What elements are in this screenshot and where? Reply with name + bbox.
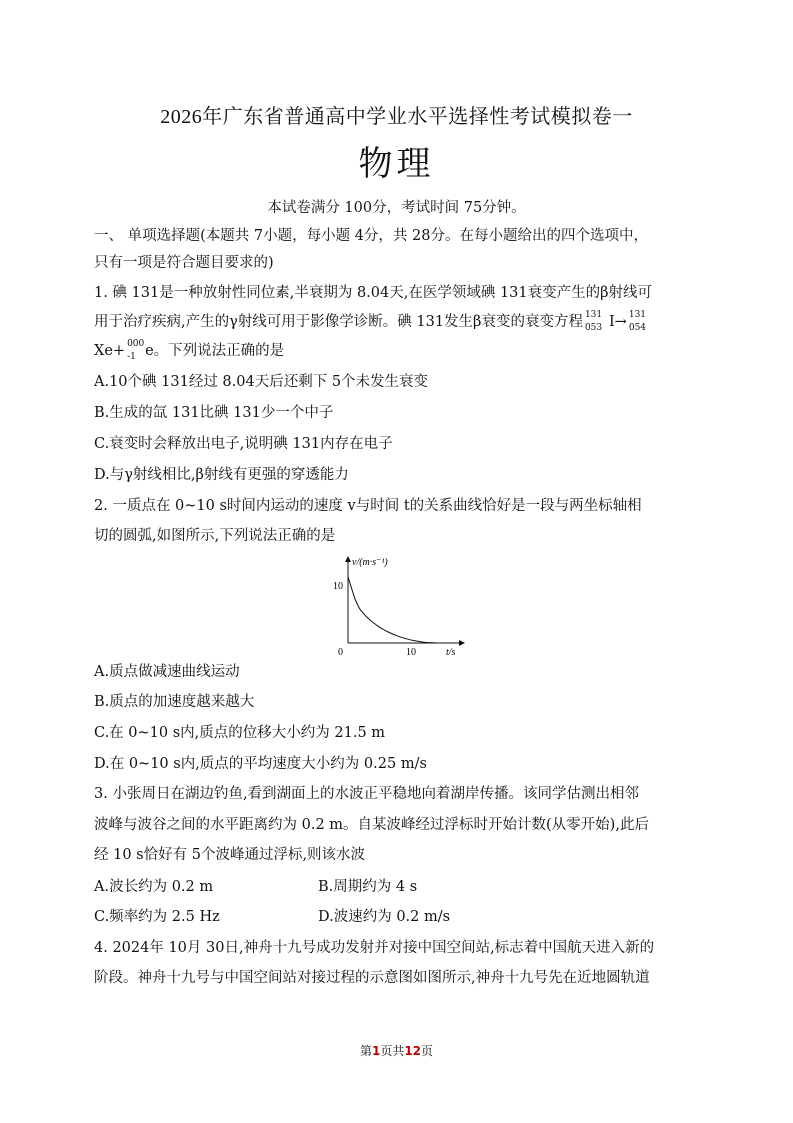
footer-total-pages: 12 bbox=[404, 1044, 422, 1058]
q2-line1: 2. 一质点在 0~10 s时间内运动的速度 v与时间 t的关系曲线恰好是一段与两坐标轴相 bbox=[94, 498, 642, 514]
section-heading-line1: 一、 单项选择题(本题共 7小题，每小题 4分，共 28分。在每小题给出的四个选项中， bbox=[94, 228, 648, 244]
footer-suffix: 页 bbox=[421, 1044, 434, 1058]
subject-title: 物理 bbox=[358, 144, 435, 184]
q1-option-a: A.10个碘 131经过 8.04天后还剩下 5个未发生衰变 bbox=[94, 374, 429, 390]
q1-option-c: C.衰变时会释放出电子,说明碘 131内存在电子 bbox=[94, 436, 393, 452]
section-heading-line2: 只有一项是符合题目要求的) bbox=[94, 255, 274, 271]
q3-option-a: A.波长约为 0.2 m bbox=[94, 879, 214, 895]
q2-option-d: D.在 0~10 s内,质点的平均速度大小约为 0.25 m/s bbox=[94, 756, 427, 772]
velocity-curve bbox=[348, 577, 437, 643]
x-tick-label: 10 bbox=[406, 647, 416, 657]
q1-option-d: D.与γ射线相比,β射线有更强的穿透能力 bbox=[94, 467, 349, 483]
velocity-time-chart bbox=[318, 551, 468, 657]
q4-line2: 阶段。神舟十九号与中国空间站对接过程的示意图如图所示,神舟十九号先在近地圆轨道 bbox=[94, 970, 650, 986]
y-tick-label: 10 bbox=[333, 581, 343, 592]
xenon-isotope: 131 054 bbox=[628, 310, 647, 333]
electron-symbol: 000 -1 bbox=[127, 339, 145, 362]
q1-option-b: B.生成的氙 131比碘 131少一个中子 bbox=[94, 405, 334, 421]
q2-line2: 切的圆弧,如图所示,下列说法正确的是 bbox=[94, 528, 336, 544]
q3-line3: 经 10 s恰好有 5个波峰通过浮标,则该水波 bbox=[94, 847, 366, 863]
q3-line1: 3. 小张周日在湖边钓鱼,看到湖面上的水波正平稳地向着湖岸传播。该同学估测出相邻 bbox=[94, 786, 640, 802]
iodine-isotope: 131 053 bbox=[584, 310, 603, 333]
y-axis-label: v/(m·s⁻¹) bbox=[352, 557, 388, 568]
q1-line2 bbox=[94, 310, 653, 334]
exam-note: 本试卷满分 100分，考试时间 75分钟。 bbox=[267, 200, 526, 216]
footer-page-number: 1 bbox=[371, 1044, 381, 1058]
exam-title: 2026年广东省普通高中学业水平选择性考试模拟卷一 bbox=[160, 106, 633, 128]
velocity-curve-group bbox=[348, 577, 437, 643]
footer-middle: 页共 bbox=[380, 1044, 405, 1058]
q1-line1: 1. 碘 131是一种放射性同位素,半衰期为 8.04天,在医学领域碘 131衰变产生的β射线可 bbox=[94, 285, 653, 301]
q1-line3 bbox=[94, 339, 284, 363]
q1-line3-b: e。下列说法正确的是 bbox=[145, 343, 285, 359]
q1-line3-a: Xe+ bbox=[94, 343, 126, 359]
q2-option-b: B.质点的加速度越来越大 bbox=[94, 694, 255, 710]
origin-label: 0 bbox=[338, 647, 343, 657]
page-footer bbox=[0, 1042, 793, 1059]
q4-line1: 4. 2024年 10月 30日,神舟十九号成功发射并对接中国空间站,标志着中国航天进入新的 bbox=[94, 940, 655, 956]
q2-option-a: A.质点做减速曲线运动 bbox=[94, 664, 240, 680]
footer-prefix: 第 bbox=[359, 1044, 372, 1058]
x-axis-label: t/s bbox=[446, 647, 456, 657]
eq-arrow: I→ bbox=[608, 314, 627, 330]
q1-line2-text: 用于治疗疾病,产生的γ射线可用于影像学诊断。碘 131发生β衰变的衰变方程 bbox=[94, 314, 583, 330]
q2-option-c: C.在 0~10 s内,质点的位移大小约为 21.5 m bbox=[94, 725, 386, 741]
q3-line2: 波峰与波谷之间的水平距离约为 0.2 m。自某波峰经过浮标时开始计数(从零开始),此后 bbox=[94, 817, 649, 833]
q3-option-b: B.周期约为 4 s bbox=[318, 879, 418, 895]
q3-option-d: D.波速约为 0.2 m/s bbox=[318, 909, 451, 925]
q3-option-c: C.频率约为 2.5 Hz bbox=[94, 909, 220, 925]
